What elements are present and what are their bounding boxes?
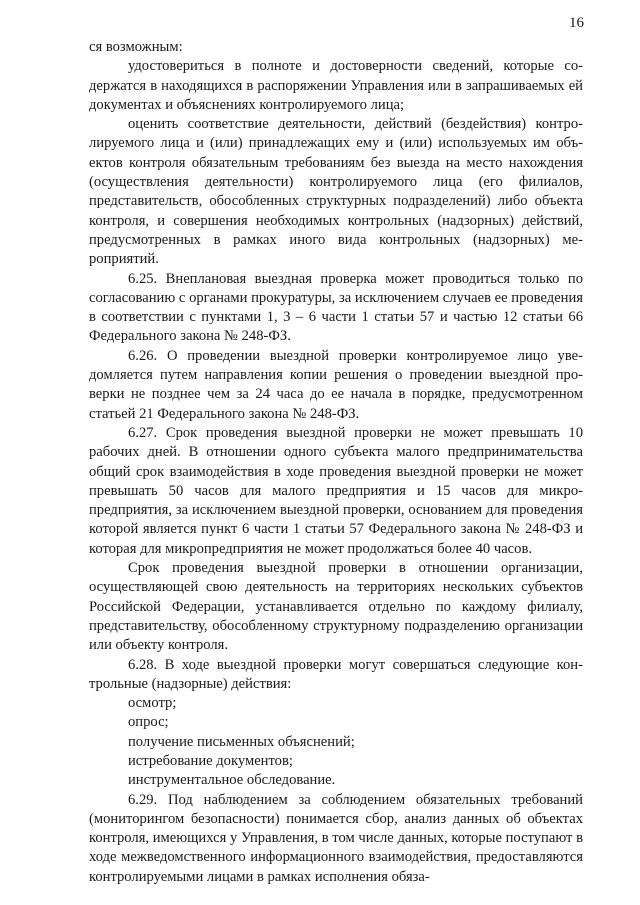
paragraph-verify-info: удостовериться в полноте и достоверности сведений, которые содержатся в находящихся в распоряжении Управления или в запрашиваемых ей документах и объяснениях контролируемого лица; <box>89 58 583 113</box>
paragraph-assess-compliance: оценить соответствие деятельности, действий (бездействия) контролируемого лица и (или) принадлежащих ему и (или) используемых им объектов контроля обязательным требованиям без выезда на место нахождения (осуществления деятельности) контролируемого лица (его филиалов, представительств, обособленных структурных подразделений) либо объекта контроля, и совершения необходимых контрольных (надзорных) действий, предусмотренных в рамках иного вида контрольных (надзорных) мероприятий. <box>89 116 583 268</box>
paragraph-6-29: 6.29. Под наблюдением за соблюдением обязательных требований (мониторингом безопасности) понимается сбор, анализ данных об объектах контроля, имеющихся у Управления, в том числе данных, которые поступают в ходе межведомственного информационного взаимодействия, предоставляются контролируемыми лицами в рамках исполнения обяза- <box>89 791 583 885</box>
paragraph-6-26: 6.26. О проведении выездной проверки контролируемое лицо уведомляется путем направления копии решения о проведении выездной проверки не позднее чем за 24 часа до ее начала в порядке, предусмотренном статьей 21 Федерального закона № 248-ФЗ. <box>89 347 583 422</box>
page-number: 16 <box>569 15 584 31</box>
list-item-written-explanations: получение письменных объяснений; <box>128 733 355 750</box>
list-item-instrumental-examination: инструментальное обследование. <box>128 772 336 789</box>
paragraph-6-28: 6.28. В ходе выездной проверки могут совершаться следующие контрольные (надзорные) действия: <box>89 656 583 692</box>
list-item-document-request: истребование документов; <box>128 752 293 769</box>
paragraph-inspection-term: Срок проведения выездной проверки в отношении организации, осуществляющей свою деятельность на территориях нескольких субъектов Российской Федерации, устанавливается отдельно по каждому филиалу, представительству, обособленному структурному подразделению организации или объекту контроля. <box>89 560 583 654</box>
paragraph-continuation: ся возможным: <box>89 39 183 55</box>
list-item-inspection: осмотр; <box>128 695 177 712</box>
document-body <box>89 38 583 887</box>
paragraph-6-25: 6.25. Внеплановая выездная проверка может проводиться только по согласованию с органами прокуратуры, за исключением случаев ее проведения в соответствии с пунктами 1, 3 – 6 части 1 статьи 57 и частью 12 статьи 66 Федерального закона № 248-ФЗ. <box>89 270 583 345</box>
list-item-interview: опрос; <box>128 714 169 731</box>
paragraph-6-27: 6.27. Срок проведения выездной проверки не может превышать 10 рабочих дней. В отношении одного субъекта малого предпринимательства общий срок взаимодействия в ходе проведения выездной проверки не может превышать 50 часов для малого предприятия и 15 часов для микропредприятия, за исключением выездной проверки, основанием для проведения которой является пункт 6 части 1 статьи 57 Федерального закона № 248-ФЗ и которая для микропредприятия не может продолжаться более 40 часов. <box>89 424 583 557</box>
